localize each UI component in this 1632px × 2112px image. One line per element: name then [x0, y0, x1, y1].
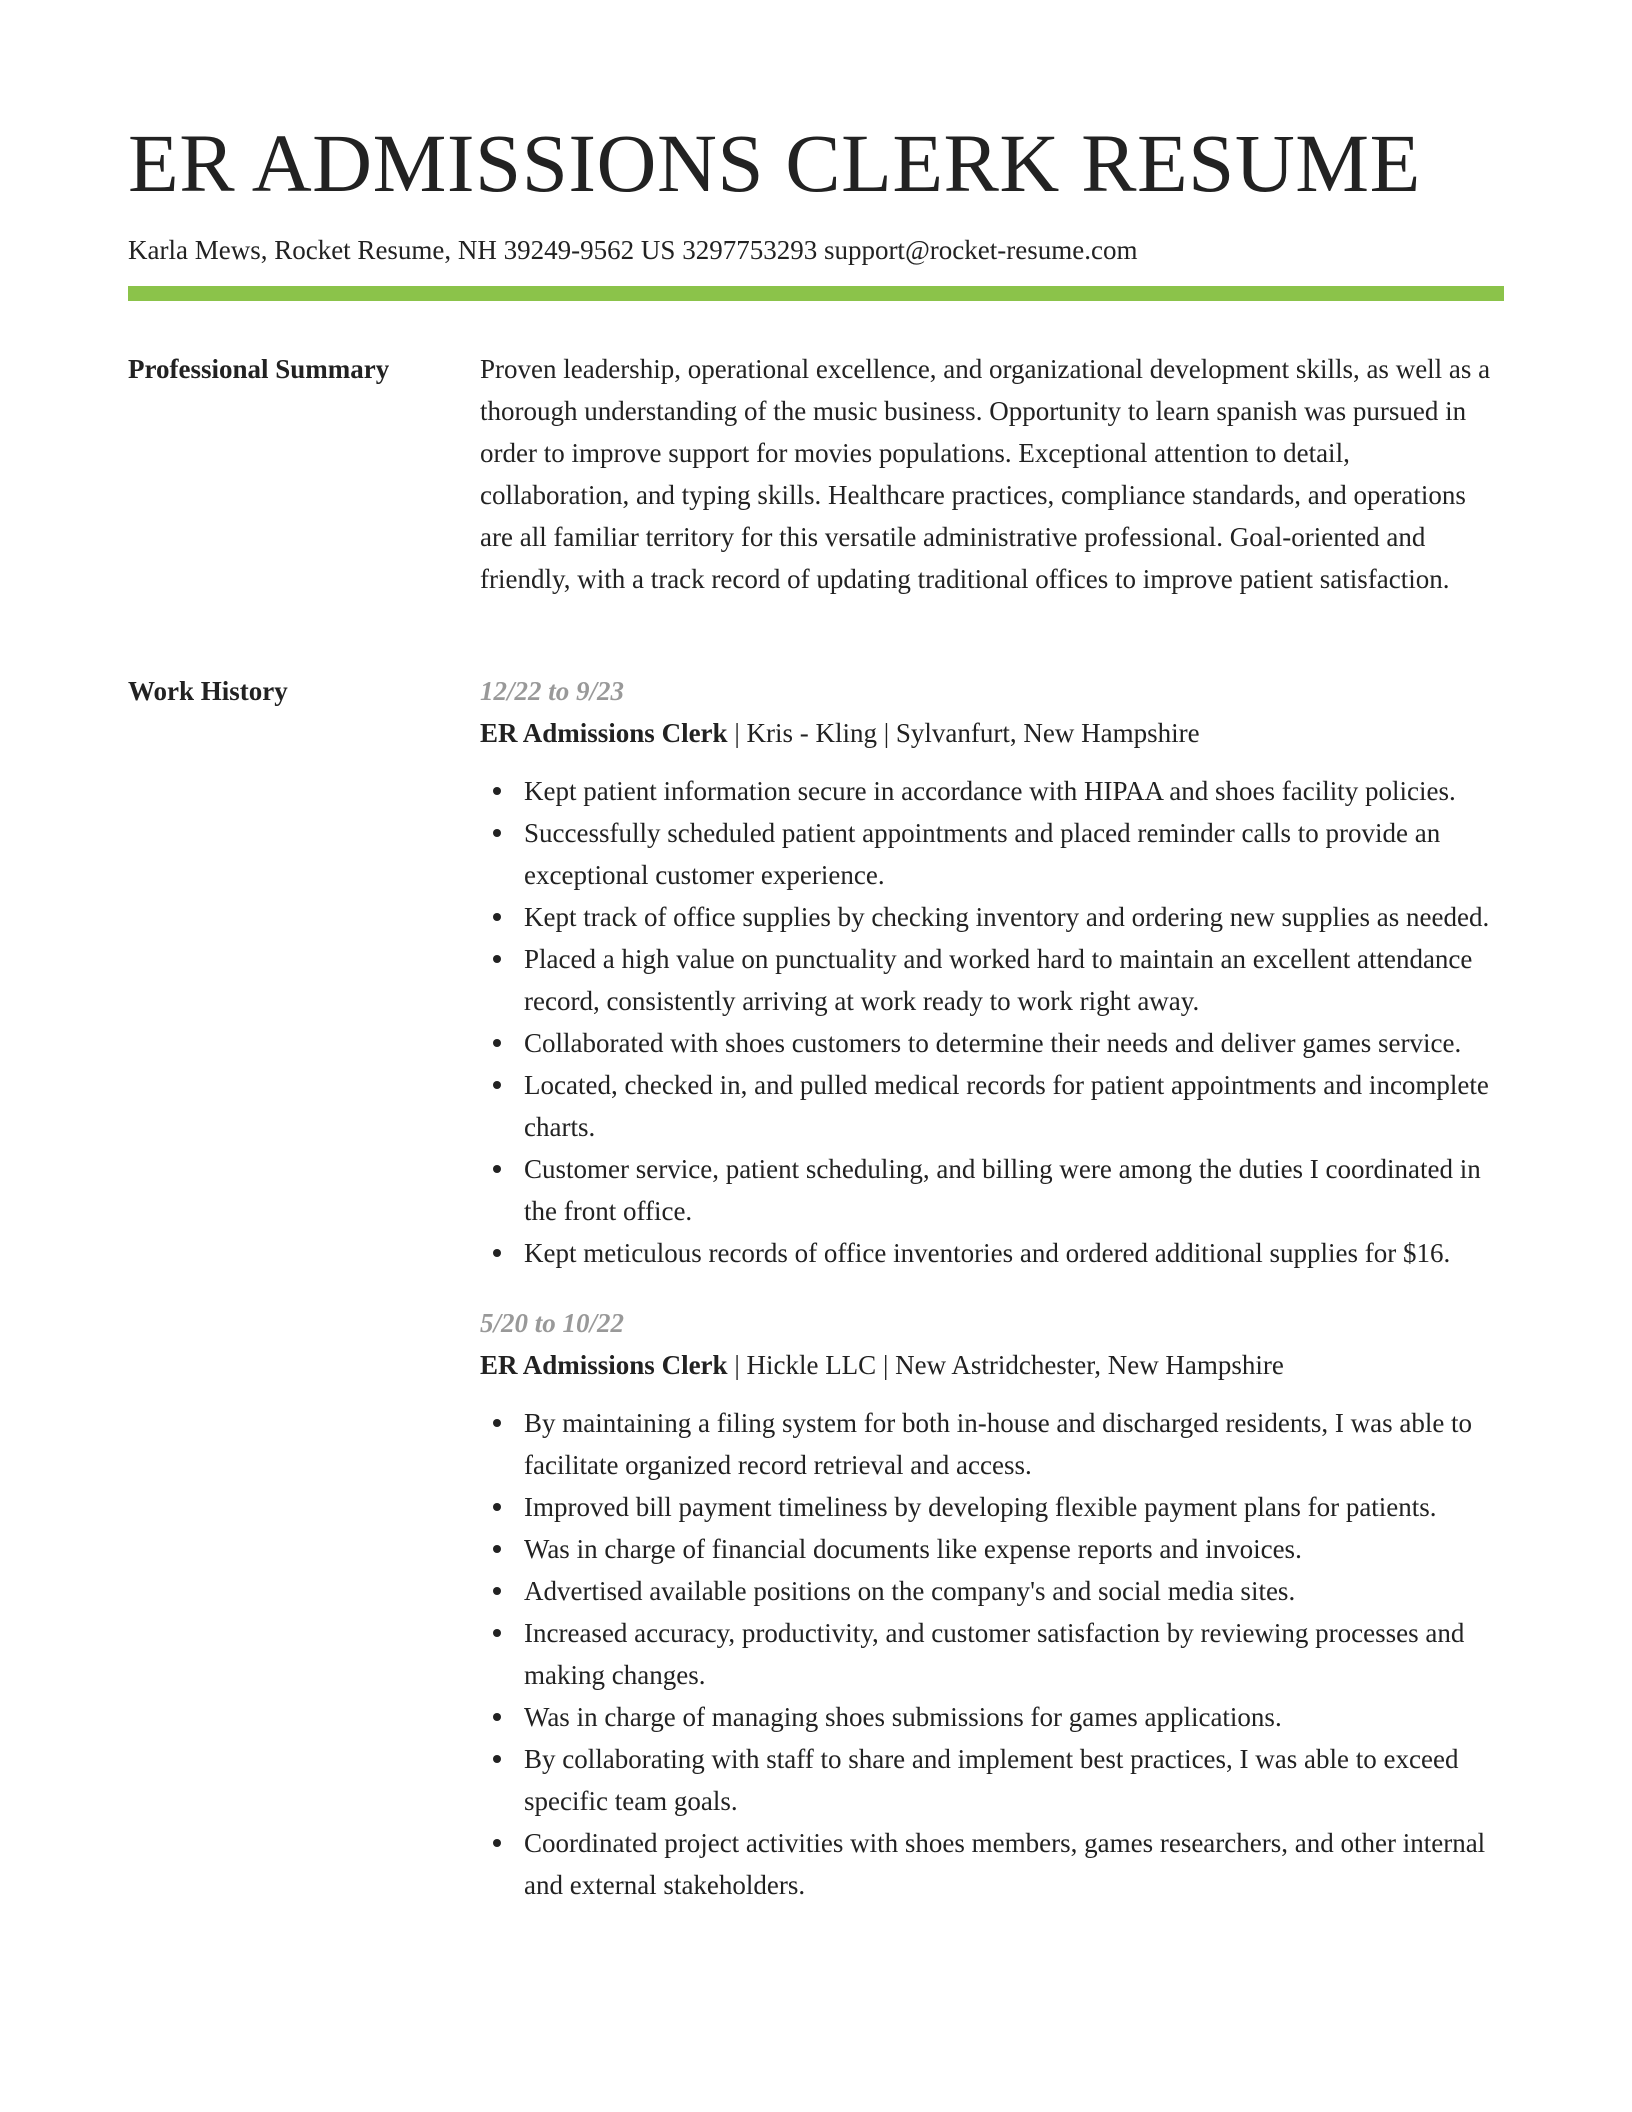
- job-title: ER Admissions Clerk: [480, 1350, 728, 1380]
- bullet-text: Placed a high value on punctuality and worked hard to maintain an excellent attendance record, consistently arriving at work ready to work right away.: [524, 944, 1473, 1016]
- job-bullets: [480, 1402, 1504, 1906]
- bullet-item: [480, 1738, 1504, 1822]
- bullet-icon: [493, 913, 501, 921]
- bullet-icon: [493, 1249, 501, 1257]
- bullet-item: [480, 1232, 1504, 1274]
- bullet-icon: [493, 1587, 501, 1595]
- header-divider: [128, 286, 1504, 301]
- bullet-item: [480, 938, 1504, 1022]
- bullet-icon: [493, 1503, 501, 1511]
- bullet-text: Was in charge of managing shoes submissions for games applications.: [524, 1702, 1282, 1732]
- bullet-text: Customer service, patient scheduling, and billing were among the duties I coordinated in the front office.: [524, 1154, 1481, 1226]
- job-heading: [480, 1344, 1504, 1386]
- job-entry: [480, 1302, 1504, 1906]
- bullet-icon: [493, 1713, 501, 1721]
- work-history-body: [480, 670, 1504, 1934]
- bullet-icon: [493, 1039, 501, 1047]
- bullet-item: [480, 812, 1504, 896]
- contact-line: [128, 232, 1137, 268]
- job-dates: 5/20 to 10/22: [480, 1308, 625, 1338]
- job-dates: 12/22 to 9/23: [480, 676, 625, 706]
- bullet-item: [480, 1570, 1504, 1612]
- bullet-item: [480, 1528, 1504, 1570]
- summary-body: [480, 348, 1504, 600]
- bullet-text: Successfully scheduled patient appointments and placed reminder calls to provide an exceptional customer experience.: [524, 818, 1441, 890]
- bullet-item: [480, 1148, 1504, 1232]
- bullet-text: Collaborated with shoes customers to determine their needs and deliver games service.: [524, 1028, 1462, 1058]
- work-history-heading: Work History: [128, 676, 288, 706]
- bullet-text: Coordinated project activities with shoes members, games researchers, and other internal and external stakeholders.: [524, 1828, 1486, 1900]
- bullet-text: Kept patient information secure in accordance with HIPAA and shoes facility policies.: [524, 776, 1456, 806]
- bullet-icon: [493, 1545, 501, 1553]
- bullet-text: Improved bill payment timeliness by developing flexible payment plans for patients.: [524, 1492, 1437, 1522]
- bullet-text: By maintaining a filing system for both in-house and discharged residents, I was able to facilitate organized record retrieval and access.: [524, 1408, 1473, 1480]
- bullet-item: [480, 1022, 1504, 1064]
- bullet-icon: [493, 1839, 501, 1847]
- bullet-item: [480, 1402, 1504, 1486]
- resume-title: ER ADMISSIONS CLERK RESUME: [128, 117, 1421, 209]
- bullet-text: Advertised available positions on the company's and social media sites.: [524, 1576, 1296, 1606]
- bullet-icon: [493, 1081, 501, 1089]
- bullet-text: Kept track of office supplies by checking inventory and ordering new supplies as needed.: [524, 902, 1490, 932]
- job-heading: [480, 712, 1504, 754]
- bullet-icon: [493, 955, 501, 963]
- bullet-text: By collaborating with staff to share and implement best practices, I was able to exceed specific team goals.: [524, 1744, 1459, 1816]
- bullet-item: [480, 896, 1504, 938]
- bullet-text: Was in charge of financial documents like expense reports and invoices.: [524, 1534, 1302, 1564]
- bullet-item: [480, 1486, 1504, 1528]
- separator: [876, 1350, 895, 1380]
- contact-phone: 3297753293: [682, 235, 818, 265]
- bullet-item: [480, 1696, 1504, 1738]
- bullet-icon: [493, 1165, 501, 1173]
- bullet-text: Kept meticulous records of office inventories and ordered additional supplies for $16.: [524, 1238, 1451, 1268]
- bullet-icon: [493, 1629, 501, 1637]
- summary-heading: Professional Summary: [128, 354, 390, 384]
- job-location: Sylvanfurt, New Hampshire: [895, 718, 1200, 748]
- bullet-item: [480, 1064, 1504, 1148]
- job-entry: [480, 670, 1504, 1274]
- separator: [877, 718, 896, 748]
- summary-text: Proven leadership, operational excellence, and organizational development skills, as well as a thorough understanding of the music business. Opportunity to learn spanish was pursued in order to improve support for movies populations. Exceptional attention to detail, collaboration, and typing skills. Healthcare practices, compliance standards, and operations are all familiar territory for this versatile administrative professional. Goal-oriented and friendly, with a track record of updating traditional offices to improve patient satisfaction.: [480, 354, 1491, 594]
- bullet-text: Increased accuracy, productivity, and customer satisfaction by reviewing processes and making changes.: [524, 1618, 1465, 1690]
- bullet-item: [480, 1822, 1504, 1906]
- job-company: Kris - Kling: [746, 718, 877, 748]
- bullet-icon: [493, 1755, 501, 1763]
- contact-email: support@rocket-resume.com: [823, 235, 1138, 265]
- bullet-item: [480, 770, 1504, 812]
- job-location: New Astridchester, New Hampshire: [895, 1350, 1284, 1380]
- bullet-text: Located, checked in, and pulled medical records for patient appointments and incomplete charts.: [524, 1070, 1489, 1142]
- bullet-item: [480, 1612, 1504, 1696]
- bullet-icon: [493, 1419, 501, 1427]
- bullet-icon: [493, 787, 501, 795]
- bullet-icon: [493, 829, 501, 837]
- separator: [728, 1350, 747, 1380]
- job-company: Hickle LLC: [746, 1350, 877, 1380]
- separator: [728, 718, 747, 748]
- contact-address: Karla Mews, Rocket Resume, NH 39249-9562 US: [128, 235, 676, 265]
- job-title: ER Admissions Clerk: [480, 718, 728, 748]
- job-bullets: [480, 770, 1504, 1274]
